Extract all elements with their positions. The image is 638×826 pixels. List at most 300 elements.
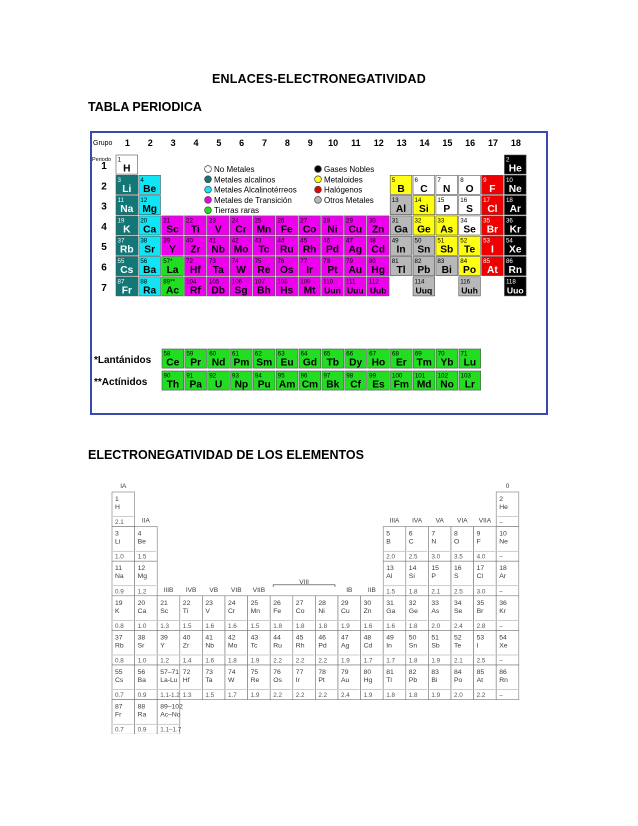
element-ba — [139, 257, 161, 277]
atomic-number: 88 — [140, 278, 148, 286]
en-cell-ru — [270, 630, 293, 665]
lanthanide-lu — [459, 349, 481, 369]
actinide-cm — [299, 371, 321, 391]
en-symbol: Tc — [250, 642, 258, 650]
element-rb — [116, 236, 138, 256]
element-rn — [504, 257, 526, 277]
en-value: – — [499, 553, 503, 561]
atomic-number: 17 — [483, 197, 490, 205]
element-symbol: U — [214, 379, 223, 391]
en-cell-tl — [383, 665, 406, 700]
element-symbol: Fr — [121, 285, 132, 297]
actinide-bk — [322, 371, 344, 391]
en-symbol: Se — [454, 607, 463, 615]
element-symbol: Si — [419, 204, 429, 216]
element-symbol: Lu — [463, 357, 477, 369]
element-symbol: Lr — [464, 379, 475, 391]
en-cell-mg — [135, 561, 158, 596]
element-symbol: Kr — [509, 224, 521, 236]
element-symbol: P — [443, 204, 451, 216]
en-symbol: Zr — [182, 642, 190, 650]
en-value: 1.5 — [182, 622, 192, 630]
legend-label: Halógenos — [324, 185, 363, 195]
en-symbol: Te — [454, 642, 462, 650]
en-cell-sn — [406, 630, 429, 665]
group-number: 18 — [510, 138, 521, 148]
element-symbol: Rn — [508, 265, 523, 276]
actinides-label: **Actínidos — [94, 377, 148, 388]
en-cell-mo — [225, 630, 248, 665]
en-symbol: Li — [115, 538, 121, 546]
en-cell-li — [112, 527, 135, 562]
legend-label: Metales alcalinos — [214, 175, 276, 185]
atomic-number: 7 — [437, 176, 441, 184]
lanthanides-label: *Lantánidos — [94, 355, 152, 366]
en-cell-ar — [496, 561, 519, 596]
element-cr — [230, 216, 252, 236]
element-symbol: N — [443, 183, 451, 195]
group-number: 2 — [147, 138, 153, 148]
en-atomic-number: 56 — [137, 669, 146, 676]
lanthanide-pr — [185, 349, 207, 369]
atomic-number: 102 — [437, 372, 449, 380]
en-value: 1.1-1.2 — [160, 692, 180, 700]
group-number: 5 — [216, 138, 222, 148]
element-symbol: Pa — [189, 379, 202, 391]
actinide-es — [368, 371, 390, 391]
en-atomic-number: 5 — [386, 530, 390, 538]
en-value: 1.8 — [408, 657, 418, 665]
en-cell-cs — [112, 665, 135, 700]
group-number: 4 — [193, 138, 199, 148]
atomic-number: 4 — [140, 176, 144, 184]
en-value: 1.7 — [363, 657, 373, 665]
en-value: 1.9 — [341, 657, 350, 665]
element-ir — [299, 257, 321, 277]
en-atomic-number: 3 — [115, 530, 119, 538]
atomic-number: 101 — [414, 372, 426, 380]
en-atomic-number: 6 — [408, 530, 413, 538]
en-atomic-number: 72 — [182, 669, 191, 676]
en-value: 0.7 — [115, 692, 124, 700]
en-cell-ta — [202, 665, 225, 700]
element-ga — [390, 216, 412, 236]
period-header: Periodo — [92, 157, 111, 163]
element-symbol: Cs — [120, 265, 134, 276]
atomic-number: 31 — [391, 217, 399, 225]
en-value: 1.2 — [160, 657, 169, 665]
en-value: – — [499, 692, 503, 700]
en-value: 1.8 — [273, 622, 282, 630]
en-atomic-number: 36 — [499, 599, 507, 607]
atomic-number: 30 — [368, 217, 376, 225]
en-cell-cd — [361, 630, 384, 665]
en-cell-bi — [428, 665, 451, 700]
en-value: 2.2 — [318, 692, 328, 700]
atomic-number: 110 — [323, 278, 334, 286]
atomic-number: 50 — [414, 237, 422, 245]
en-symbol: K — [115, 607, 120, 615]
en-value: 1.6 — [363, 622, 373, 630]
legend-label: Metales Alcalinotérreos — [214, 185, 297, 195]
element-be — [139, 175, 161, 195]
en-group-label: IVA — [412, 517, 423, 525]
en-atomic-number: 88 — [137, 703, 146, 711]
en-symbol: Mg — [137, 573, 148, 581]
en-cell-ca — [135, 596, 158, 631]
element-symbol: Md — [416, 379, 432, 391]
period-number: 4 — [101, 221, 107, 233]
en-cell-f — [474, 527, 497, 562]
element-symbol: Nb — [211, 244, 226, 256]
en-value: 1.4 — [182, 657, 192, 665]
element-symbol: Uun — [324, 285, 341, 296]
en-cell-zr — [180, 630, 203, 665]
en-value: – — [499, 622, 503, 630]
element-co — [299, 216, 321, 236]
en-cell-he — [496, 492, 519, 527]
en-value: 2.2 — [476, 692, 486, 700]
element-symbol: In — [396, 244, 406, 256]
en-symbol: Sn — [408, 642, 418, 650]
element-k — [116, 216, 138, 236]
element-h — [116, 155, 138, 175]
en-value: 1.1–1.7 — [160, 726, 182, 734]
en-cell-mn — [248, 596, 271, 631]
atomic-number: 22 — [186, 217, 193, 225]
element-symbol: Tm — [416, 357, 432, 369]
en-symbol: Ba — [137, 677, 146, 684]
atomic-number: 89** — [163, 278, 175, 286]
atomic-number: 1 — [117, 156, 121, 164]
en-cell-at — [474, 665, 497, 700]
atomic-number: 97 — [323, 372, 331, 380]
element-symbol: Ti — [190, 224, 200, 236]
element-hg — [367, 257, 389, 277]
en-symbol: Nb — [205, 642, 215, 650]
en-value: 2.1 — [454, 657, 463, 665]
element-symbol: Sb — [440, 244, 454, 256]
element-symbol: Sg — [234, 285, 248, 297]
atomic-number: 91 — [186, 372, 194, 380]
legend-label: Metales de Transición — [214, 195, 292, 205]
atomic-number: 44 — [277, 237, 285, 245]
atomic-number: 59 — [186, 350, 194, 358]
en-group-label: VIIA — [478, 517, 492, 525]
en-cell-s — [451, 561, 474, 596]
element-symbol: Fm — [393, 379, 409, 391]
en-cell-i — [474, 630, 497, 665]
atomic-number: 21 — [163, 217, 171, 225]
element-symbol: Ho — [371, 357, 386, 369]
en-value: 1.5 — [205, 692, 215, 700]
en-cell-y — [157, 630, 180, 665]
element-o — [459, 175, 481, 195]
element-se — [459, 216, 481, 236]
atomic-number: 80 — [368, 258, 376, 265]
atomic-number: 67 — [369, 350, 377, 358]
en-atomic-number: 10 — [499, 530, 507, 538]
en-atomic-number: 20 — [137, 599, 146, 607]
en-cell-ra — [135, 700, 158, 734]
element-cl — [482, 196, 504, 216]
element-symbol: Sc — [166, 224, 179, 236]
legend-swatch — [315, 176, 322, 183]
en-group-label: VA — [435, 517, 444, 525]
en-cell-b — [383, 527, 406, 562]
en-symbol: I — [476, 642, 479, 650]
element-symbol: Bh — [257, 285, 271, 297]
en-cell-al — [383, 561, 406, 596]
en-cell-p — [428, 561, 451, 596]
element-rf — [185, 277, 207, 297]
en-symbol: Ac–No — [160, 711, 181, 719]
en-group-label: IIIA — [389, 517, 400, 525]
en-value: 2.5 — [408, 553, 418, 561]
element-symbol: Mt — [303, 285, 316, 297]
en-atomic-number: 77 — [295, 669, 304, 676]
element-sn — [413, 236, 435, 256]
en-symbol: Fr — [115, 711, 122, 719]
element-symbol: Bk — [326, 379, 340, 391]
atomic-number: 29 — [346, 217, 353, 225]
element-symbol: Mn — [256, 224, 272, 236]
en-symbol: Pt — [318, 677, 325, 684]
en-atomic-number: 74 — [228, 669, 236, 676]
element-uuu — [345, 277, 367, 296]
en-value: – — [499, 657, 503, 665]
atomic-number: 81 — [391, 258, 399, 265]
en-value: 2.1 — [115, 519, 124, 527]
en-cell-ac–no — [157, 700, 183, 734]
element-symbol: Zr — [190, 244, 201, 256]
atomic-number: 79 — [346, 258, 353, 265]
element-cu — [345, 216, 367, 236]
en-symbol: S — [454, 573, 459, 581]
element-si — [413, 196, 435, 216]
actinide-md — [413, 371, 435, 391]
en-symbol: C — [408, 538, 414, 546]
element-symbol: Po — [463, 265, 477, 276]
element-sc — [162, 216, 184, 236]
atomic-number: 47 — [346, 237, 353, 245]
en-group-label: IIB — [367, 586, 376, 594]
atomic-number: 90 — [163, 372, 171, 380]
en-symbol: As — [431, 607, 440, 615]
element-ni — [322, 216, 344, 236]
en-symbol: In — [386, 642, 392, 650]
lanthanide-eu — [276, 349, 298, 369]
legend-swatch — [205, 186, 212, 193]
en-atomic-number: 23 — [205, 599, 213, 607]
element-symbol: Pm — [233, 357, 250, 369]
element-symbol: Uub — [369, 285, 387, 296]
atomic-number: 24 — [231, 217, 239, 225]
element-symbol: Fe — [280, 224, 293, 236]
legend-label: No Metales — [214, 165, 255, 174]
en-symbol: Ar — [499, 573, 506, 581]
element-zr — [185, 236, 207, 256]
en-value: 1.3 — [182, 692, 192, 700]
en-atomic-number: 46 — [318, 634, 326, 642]
element-symbol: Ta — [212, 265, 224, 276]
lanthanide-pm — [231, 349, 253, 369]
atomic-number: 32 — [414, 217, 422, 225]
en-symbol: V — [205, 607, 210, 615]
element-te — [459, 236, 481, 256]
en-value: 1.9 — [250, 692, 260, 700]
en-atomic-number: 17 — [476, 565, 485, 573]
element-symbol: Er — [395, 357, 407, 369]
element-symbol: Re — [257, 265, 271, 276]
en-symbol: W — [228, 677, 235, 684]
en-atomic-number: 28 — [318, 599, 326, 607]
en-cell-au — [338, 665, 361, 700]
atomic-number: 8 — [460, 176, 464, 184]
element-in — [390, 236, 412, 256]
en-symbol: Ge — [408, 607, 418, 615]
element-symbol: Es — [372, 379, 385, 391]
en-symbol: Sb — [431, 642, 440, 650]
en-value: 0.9 — [115, 588, 124, 596]
atomic-number: 56 — [140, 258, 148, 265]
en-value: 2.8 — [476, 622, 486, 630]
element-bh — [253, 277, 275, 297]
en-atomic-number: 7 — [431, 530, 436, 538]
element-symbol: Rh — [302, 244, 317, 256]
en-value: 2.5 — [454, 588, 463, 596]
element-po — [459, 257, 481, 277]
element-symbol: Li — [122, 183, 132, 195]
element-i — [482, 236, 504, 256]
en-cell-po — [451, 665, 474, 700]
element-symbol: Hg — [371, 265, 385, 276]
en-symbol: Ag — [341, 642, 350, 650]
en-group-label: IIA — [141, 517, 150, 525]
en-value: 1.9 — [250, 657, 260, 665]
en-cell-os — [270, 665, 293, 700]
element-symbol: Ca — [143, 224, 157, 236]
element-uuq — [413, 277, 435, 296]
actinide-cf — [345, 371, 367, 391]
en-symbol: Ra — [137, 711, 147, 719]
actinide-fm — [391, 371, 413, 391]
en-group-label: IIIB — [163, 586, 174, 594]
en-value: 1.8 — [408, 692, 418, 700]
atomic-number: 52 — [460, 237, 468, 245]
en-atomic-number: 2 — [499, 496, 503, 503]
element-symbol: Am — [278, 379, 296, 391]
en-cell-xe — [496, 630, 519, 665]
atomic-number: 36 — [505, 217, 513, 225]
atomic-number: 13 — [391, 197, 399, 205]
atomic-number: 75 — [254, 258, 262, 265]
atomic-number: 84 — [460, 258, 468, 265]
atomic-number: 26 — [277, 217, 285, 225]
en-atomic-number: 80 — [363, 669, 372, 676]
en-symbol: Kr — [499, 607, 506, 615]
lanthanide-yb — [436, 349, 458, 369]
element-symbol: Tc — [258, 244, 270, 256]
group-number: 6 — [239, 138, 245, 148]
en-symbol: Sr — [137, 642, 145, 650]
legend-label: Otros Metales — [324, 195, 374, 205]
atomic-number: 92 — [209, 372, 217, 380]
element-symbol: B — [397, 183, 405, 195]
en-atomic-number: 87 — [115, 703, 123, 711]
element-symbol: Cm — [301, 379, 319, 391]
element-ac — [162, 277, 184, 297]
en-atomic-number: 26 — [273, 599, 281, 607]
element-li — [116, 175, 138, 195]
atomic-number: 60 — [209, 350, 217, 358]
atomic-number: 9 — [483, 176, 487, 184]
en-symbol: Rn — [499, 677, 508, 684]
element-symbol: C — [420, 183, 428, 195]
element-bi — [436, 257, 458, 277]
element-symbol: Ge — [417, 224, 431, 236]
en-atomic-number: 49 — [386, 634, 394, 642]
en-cell-rn — [496, 665, 519, 700]
element-symbol: Ac — [166, 285, 180, 297]
en-atomic-number: 81 — [386, 669, 394, 676]
en-symbol: Si — [408, 573, 415, 581]
group-number: 14 — [419, 138, 430, 148]
atomic-number: 85 — [483, 258, 490, 265]
element-symbol: Ru — [279, 244, 294, 256]
atomic-number: 15 — [437, 197, 445, 205]
atomic-number: 45 — [300, 237, 308, 245]
element-symbol: Sr — [144, 244, 156, 256]
en-value: 1.9 — [431, 692, 441, 700]
en-symbol: Ni — [318, 607, 325, 615]
en-value: – — [499, 519, 503, 527]
en-cell-re — [248, 665, 271, 700]
en-value: 1.0 — [137, 622, 147, 630]
en-cell-fr — [112, 700, 135, 734]
group-header: Grupo — [93, 140, 113, 147]
atomic-number: 64 — [300, 350, 308, 358]
element-symbol: Uuo — [506, 285, 524, 296]
en-cell-ni — [315, 596, 338, 631]
atomic-number: 39 — [163, 237, 171, 245]
element-re — [253, 257, 275, 277]
en-value: 1.5 — [386, 588, 395, 596]
lanthanide-ho — [368, 349, 390, 369]
en-atomic-number: 4 — [137, 530, 142, 538]
actinide-am — [276, 371, 298, 391]
en-value: 1.0 — [115, 553, 124, 561]
en-group-label: IVB — [185, 586, 197, 594]
en-symbol: Al — [386, 573, 393, 581]
group-number: 8 — [284, 138, 290, 148]
en-cell-cr — [225, 596, 248, 631]
atomic-number: 5 — [391, 176, 396, 184]
en-atomic-number: 75 — [250, 669, 259, 676]
atomic-number: 68 — [392, 350, 399, 358]
element-ru — [276, 236, 298, 256]
element-ra — [139, 277, 161, 297]
en-symbol: Mo — [228, 642, 238, 650]
lanthanide-nd — [208, 349, 230, 369]
period-number: 5 — [101, 242, 107, 254]
element-ge — [413, 216, 435, 236]
group-number: 3 — [170, 138, 176, 148]
atomic-number: 96 — [300, 372, 308, 380]
en-value: 0.9 — [137, 726, 147, 734]
en-symbol: O — [454, 538, 460, 546]
en-symbol: Zn — [363, 607, 372, 615]
